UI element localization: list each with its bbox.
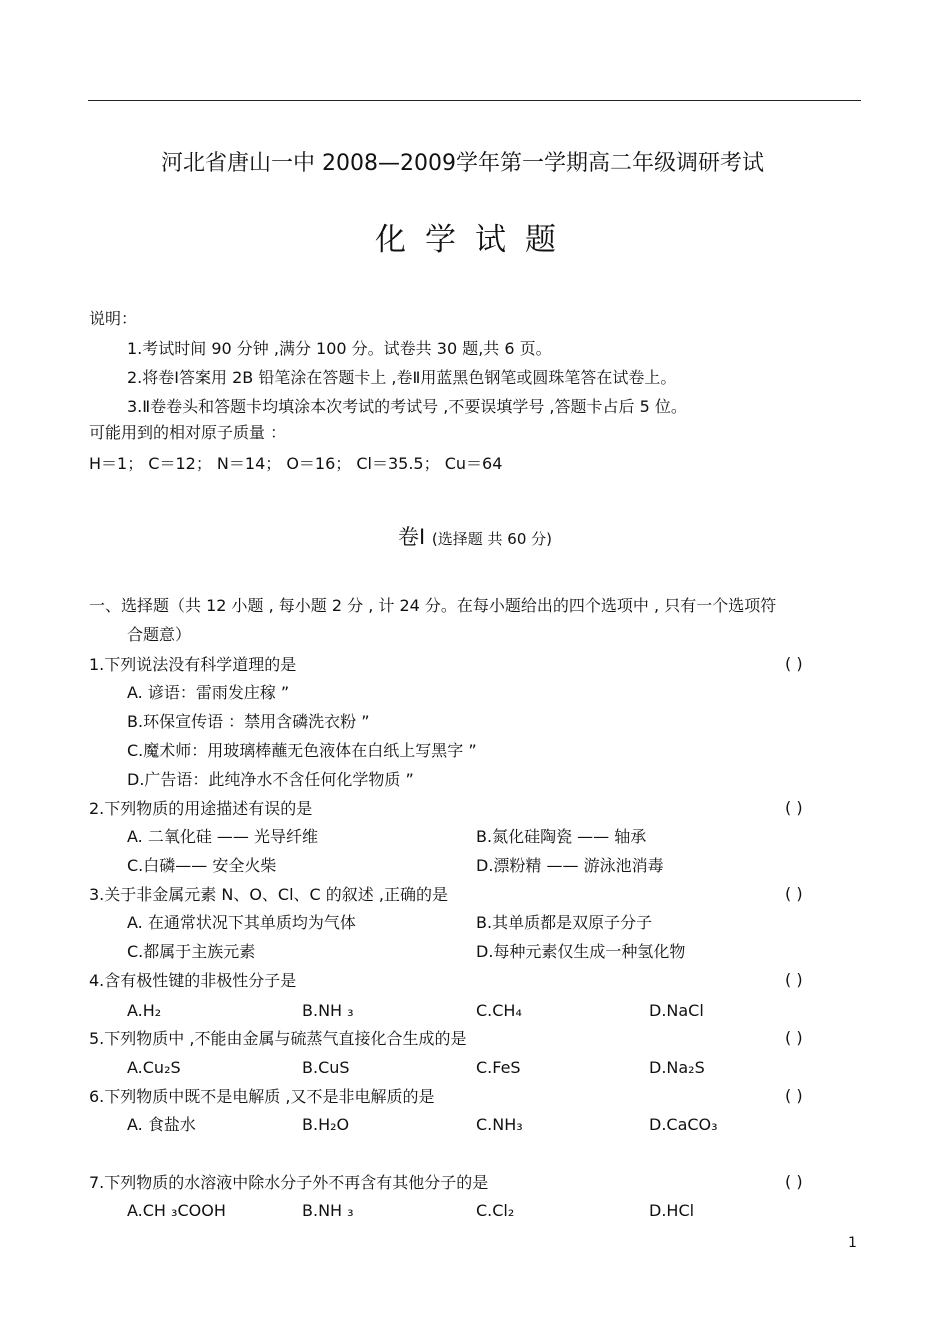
question-3-option-d: D.每种元素仅生成一种氢化物 bbox=[476, 942, 686, 961]
question-3-answer-blank: ( ) bbox=[785, 884, 803, 903]
question-5-option-b: B.CuS bbox=[302, 1058, 350, 1077]
question-4-option-b: B.NH ₃ bbox=[302, 1001, 354, 1020]
instructions-label: 说明： bbox=[89, 309, 138, 328]
question-3-option-c: C.都属于主族元素 bbox=[127, 942, 256, 961]
subject-title: 化学试题 bbox=[375, 222, 575, 258]
question-1-stem: 1.下列说法没有科学道理的是 bbox=[89, 655, 297, 674]
atomic-mass-values: H＝1； C＝12； N＝14； O＝16； Cl＝35.5； Cu＝64 bbox=[89, 454, 503, 473]
question-1-option-a: A. 谚语：雷雨发庄稼 ” bbox=[127, 683, 290, 702]
part-intro-line-1: 一、选择题（共 12 小题 , 每小题 2 分 , 计 24 分。在每小题给出的四个选项中 , 只有一个选项符 bbox=[89, 596, 777, 615]
section-title: 卷Ⅰ bbox=[398, 525, 426, 549]
question-4-option-a: A.H₂ bbox=[127, 1001, 162, 1020]
question-1-answer-blank: ( ) bbox=[785, 654, 803, 673]
question-7-option-b: B.NH ₃ bbox=[302, 1201, 354, 1220]
question-5-stem: 5.下列物质中 ,不能由金属与硫蒸气直接化合生成的是 bbox=[89, 1029, 467, 1048]
instruction-line-1: 1.考试时间 90 分钟 ,满分 100 分。试卷共 30 题,共 6 页。 bbox=[127, 339, 552, 358]
section-subtitle: (选择题 共 60 分) bbox=[431, 530, 552, 548]
question-5-option-d: D.Na₂S bbox=[649, 1058, 705, 1077]
question-5-option-c: C.FeS bbox=[476, 1058, 521, 1077]
top-rule bbox=[88, 100, 861, 101]
question-6-stem: 6.下列物质中既不是电解质 ,又不是非电解质的是 bbox=[89, 1087, 435, 1106]
question-6-option-b: B.H₂O bbox=[302, 1115, 350, 1134]
page-number: 1 bbox=[848, 1235, 857, 1251]
section-heading bbox=[0, 521, 950, 551]
question-2-stem: 2.下列物质的用途描述有误的是 bbox=[89, 799, 313, 818]
question-3-stem: 3.关于非金属元素 N、O、Cl、C 的叙述 ,正确的是 bbox=[89, 885, 448, 904]
part-intro-line-2: 合题意） bbox=[127, 625, 192, 644]
exam-header-title: 河北省唐山一中 2008—2009学年第一学期高二年级调研考试 bbox=[161, 151, 764, 176]
instruction-line-2: 2.将卷Ⅰ答案用 2B 铅笔涂在答题卡上 ,卷Ⅱ用蓝黑色钢笔或圆珠笔答在试卷上。 bbox=[127, 368, 677, 387]
question-7-option-a: A.CH ₃COOH bbox=[127, 1201, 226, 1220]
question-1-option-b: B.环保宣传语 ：禁用含磷洗衣粉 ” bbox=[127, 712, 370, 731]
question-1-option-d: D.广告语：此纯净水不含任何化学物质 ” bbox=[127, 770, 414, 789]
question-5-answer-blank: ( ) bbox=[785, 1028, 803, 1047]
question-4-option-c: C.CH₄ bbox=[476, 1001, 522, 1020]
question-3-option-a: A. 在通常状况下其单质均为气体 bbox=[127, 913, 356, 932]
question-1-option-c: C.魔术师：用玻璃棒蘸无色液体在白纸上写黑字 ” bbox=[127, 741, 477, 760]
question-2-option-c: C.白磷—— 安全火柴 bbox=[127, 856, 277, 875]
instruction-line-3: 3.Ⅱ卷卷头和答题卡均填涂本次考试的考试号 ,不要误填学号 ,答题卡占后 5 位。 bbox=[127, 397, 687, 416]
question-6-answer-blank: ( ) bbox=[785, 1086, 803, 1105]
question-4-answer-blank: ( ) bbox=[785, 970, 803, 989]
question-6-option-a: A. 食盐水 bbox=[127, 1115, 196, 1134]
question-7-option-d: D.HCl bbox=[649, 1201, 695, 1220]
question-5-option-a: A.Cu₂S bbox=[127, 1058, 181, 1077]
question-6-option-d: D.CaCO₃ bbox=[649, 1115, 718, 1134]
question-2-answer-blank: ( ) bbox=[785, 798, 803, 817]
question-2-option-b: B.氮化硅陶瓷 —— 轴承 bbox=[476, 827, 647, 846]
question-3-option-b: B.其单质都是双原子分子 bbox=[476, 913, 653, 932]
question-4-option-d: D.NaCl bbox=[649, 1001, 704, 1020]
question-7-stem: 7.下列物质的水溶液中除水分子外不再含有其他分子的是 bbox=[89, 1173, 489, 1192]
question-7-answer-blank: ( ) bbox=[785, 1172, 803, 1191]
atomic-mass-label: 可能用到的相对原子质量 ： bbox=[89, 423, 287, 442]
question-2-option-a: A. 二氧化硅 —— 光导纤维 bbox=[127, 827, 319, 846]
question-7-option-c: C.Cl₂ bbox=[476, 1201, 515, 1220]
question-4-stem: 4.含有极性键的非极性分子是 bbox=[89, 971, 297, 990]
question-2-option-d: D.漂粉精 —— 游泳池消毒 bbox=[476, 856, 664, 875]
question-6-option-c: C.NH₃ bbox=[476, 1115, 523, 1134]
